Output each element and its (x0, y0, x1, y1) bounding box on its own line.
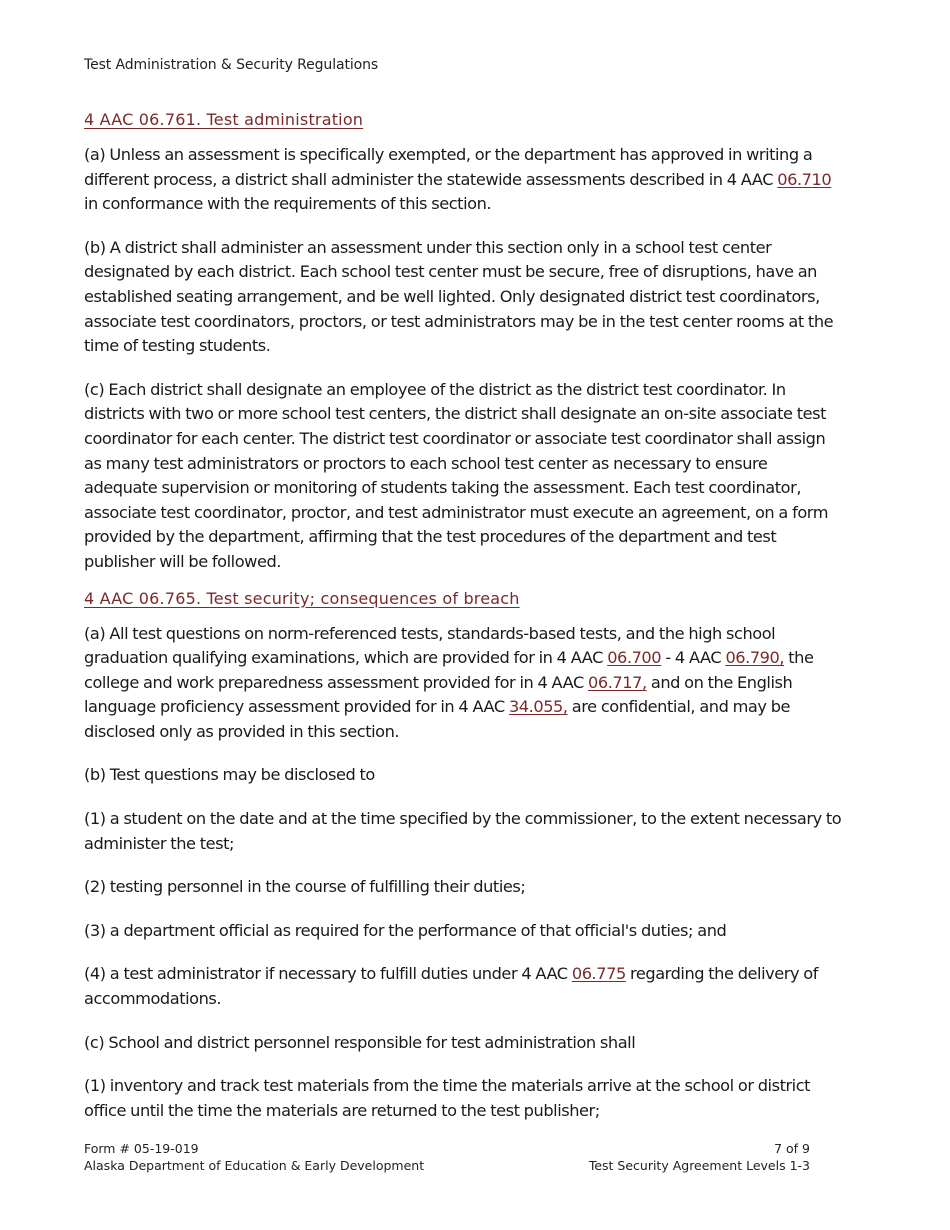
page-number: 7 of 9 (774, 1141, 810, 1156)
page-footer-right (589, 1140, 810, 1174)
paragraph-text: (a) Unless an assessment is specifically exempted, or the department has approved in writing a different process, a district shall administer the statewide assessments described in 4 AAC (84, 145, 813, 189)
regulation-link-06-717[interactable]: 06.717, (588, 672, 647, 692)
regulation-link-06-790[interactable]: 06.790, (725, 648, 785, 668)
paragraph-text: regarding the delivery of accommodations. (84, 964, 818, 1009)
section-heading-test-security[interactable]: 4 AAC 06.765. Test security; consequences of breach (84, 588, 520, 608)
paragraph-b2-security: (2) testing personnel in the course of fulfilling their duties; (84, 877, 526, 897)
regulation-link-34-055[interactable]: 34.055, (508, 697, 568, 717)
page-header-title: Test Administration & Security Regulations (84, 57, 379, 73)
paragraph-text: (4) a test administrator if necessary to fulfill duties under 4 AAC (84, 964, 572, 984)
organization-name: Alaska Department of Education & Early Development (84, 1158, 425, 1173)
page-footer-left (84, 1140, 424, 1174)
regulation-link-06-700[interactable]: 06.700 (607, 648, 662, 668)
paragraph-b3-security: (3) a department official as required for the performance of that official's duties; and (84, 920, 727, 940)
paragraph-text: (a) All test questions on norm-referenced tests, standards-based tests, and the high school graduation qualifying examinations, which are provided for in 4 AAC (84, 623, 776, 668)
paragraph-c-security: (c) School and district personnel responsible for test administration shall (84, 1032, 636, 1052)
paragraph-text: are confidential, and may be disclosed only as provided in this section. (84, 697, 791, 741)
paragraph-b4-security (84, 962, 844, 1011)
paragraph-text: and on the English language proficiency assessment provided for in 4 AAC (84, 672, 793, 717)
section-heading-test-administration[interactable]: 4 AAC 06.761. Test administration (84, 110, 364, 129)
paragraph-a-security (84, 622, 844, 745)
document-body (84, 110, 844, 1142)
paragraph-c-administration: (c) Each district shall designate an employee of the district as the district test coordinator. In districts with two or more school test centers, the district shall designate an on-site associate test coordinator for each center. The district test coordinator or associate test coordinator shall assign as many test administrators or proctors to each school test center as necessary to ensure adequate supervision or monitoring of students taking the assessment. Each test coordinator, associate test coordinator, proctor, and test administrator must execute an agreement, on a form provided by the department, affirming that the test procedures of the department and test publisher will be followed. (84, 379, 829, 571)
regulation-link-06-775[interactable]: 06.775 (571, 964, 626, 984)
paragraph-text: in conformance with the requirements of this section. (84, 194, 492, 214)
regulation-link-06-710[interactable]: 06.710 (777, 169, 832, 189)
paragraph-c1-security: (1) inventory and track test materials from the time the materials arrive at the school or district office until the time the materials are returned to the test publisher; (84, 1076, 811, 1120)
paragraph-a-administration (84, 143, 844, 217)
paragraph-text: the college and work preparedness assessment provided for in 4 AAC (84, 648, 814, 692)
paragraph-b-security: (b) Test questions may be disclosed to (84, 765, 375, 785)
paragraph-b-administration: (b) A district shall administer an assessment under this section only in a school test center designated by each district. Each school test center must be secure, free of disruptions, have an established seating arrangement, and be well lighted. Only designated district test coordinators, associate test coordinators, proctors, or test administrators may be in the test center rooms at the time of testing students. (84, 237, 834, 356)
document-title: Test Security Agreement Levels 1-3 (588, 1158, 810, 1173)
form-number: Form # 05-19-019 (84, 1141, 199, 1156)
paragraph-b1-security: (1) a student on the date and at the time specified by the commissioner, to the extent necessary to administer the test; (84, 809, 842, 853)
paragraph-text: - 4 AAC (661, 648, 726, 668)
